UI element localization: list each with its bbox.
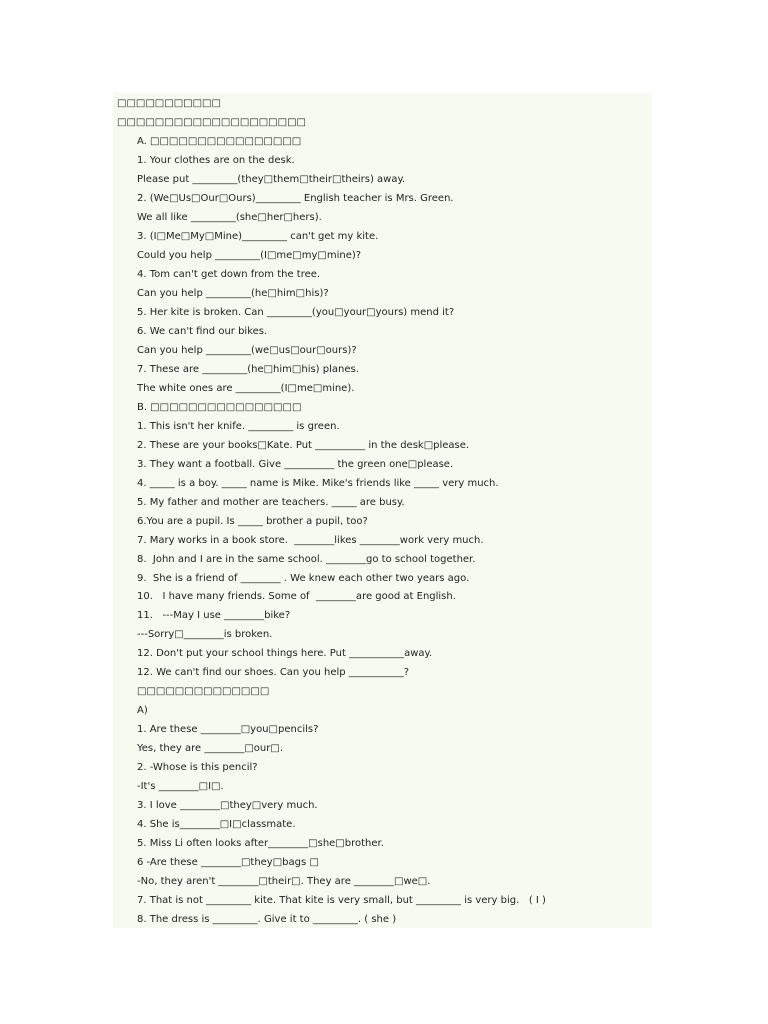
document-line: 3. (I□Me□My□Mine)_________ can't get my kite. — [137, 231, 379, 242]
document-line: 2. (We□Us□Our□Ours)_________ English teacher is Mrs. Green. — [137, 193, 454, 204]
document-line: 1. Your clothes are on the desk. — [137, 155, 295, 166]
document-line: Can you help _________(we□us□our□ours)? — [137, 345, 357, 356]
document-line: A) — [137, 705, 148, 716]
document-line: 3. They want a football. Give __________ the green one□please. — [137, 459, 454, 470]
document-line: □□□□□□□□□□□□□□ — [137, 686, 270, 697]
document-line: 2. -Whose is this pencil? — [137, 762, 258, 773]
document-line: -It's ________□I□. — [137, 781, 224, 792]
document-line: 7. These are _________(he□him□his) planes. — [137, 364, 359, 375]
document-line: □□□□□□□□□□□ — [117, 98, 221, 109]
document-line: We all like _________(she□her□hers). — [137, 212, 322, 223]
document-line: Could you help _________(I□me□my□mine)? — [137, 250, 362, 261]
document-line: The white ones are _________(I□me□mine). — [137, 383, 355, 394]
document-line: ---Sorry□________is broken. — [137, 629, 273, 640]
document-line: □□□□□□□□□□□□□□□□□□□□ — [117, 117, 306, 128]
document-line: 6. We can't find our bikes. — [137, 326, 268, 337]
document-line: -No, they aren't ________□their□. They are ________□we□. — [137, 876, 431, 887]
document-line: 5. My father and mother are teachers. _____ are busy. — [137, 497, 405, 508]
document-line: 2. These are your books□Kate. Put __________ in the desk□please. — [137, 440, 470, 451]
document-line: 12. We can't find our shoes. Can you help ___________? — [137, 667, 410, 678]
document-line: 8. John and I are in the same school. ________go to school together. — [137, 554, 476, 565]
document-line: 1. Are these ________□you□pencils? — [137, 724, 319, 735]
document-line: 11. ---May I use ________bike? — [137, 610, 291, 621]
document-line: A. □□□□□□□□□□□□□□□□ — [137, 136, 302, 147]
document-line: 5. Her kite is broken. Can _________(you□your□yours) mend it? — [137, 307, 455, 318]
document-line: 8. The dress is _________. Give it to _________. ( she ) — [137, 914, 397, 925]
document-line: Please put _________(they□them□their□theirs) away. — [137, 174, 406, 185]
document-line: 10. I have many friends. Some of ________are good at English. — [137, 591, 456, 602]
document-line: 6.You are a pupil. Is _____ brother a pupil, too? — [137, 516, 368, 527]
document-line: 12. Don't put your school things here. Put ___________away. — [137, 648, 433, 659]
document-line: B. □□□□□□□□□□□□□□□□ — [137, 402, 302, 413]
document-line: 1. This isn't her knife. _________ is green. — [137, 421, 340, 432]
document-line: 9. She is a friend of ________ . We knew each other two years ago. — [137, 573, 470, 584]
document-line: 3. I love ________□they□very much. — [137, 800, 318, 811]
document-line: 4. _____ is a boy. _____ name is Mike. Mike's friends like _____ very much. — [137, 478, 499, 489]
document-line: 4. She is________□I□classmate. — [137, 819, 296, 830]
document-line: Can you help _________(he□him□his)? — [137, 288, 329, 299]
document-line: Yes, they are ________□our□. — [137, 743, 284, 754]
document-line: 6 -Are these ________□they□bags □ — [137, 857, 319, 868]
document-line: 5. Miss Li often looks after________□she□brother. — [137, 838, 384, 849]
document-line: 7. Mary works in a book store. ________likes ________work very much. — [137, 535, 484, 546]
document-line: 4. Tom can't get down from the tree. — [137, 269, 321, 280]
document-line: 7. That is not _________ kite. That kite is very small, but _________ is very big. ( I ) — [137, 895, 546, 906]
